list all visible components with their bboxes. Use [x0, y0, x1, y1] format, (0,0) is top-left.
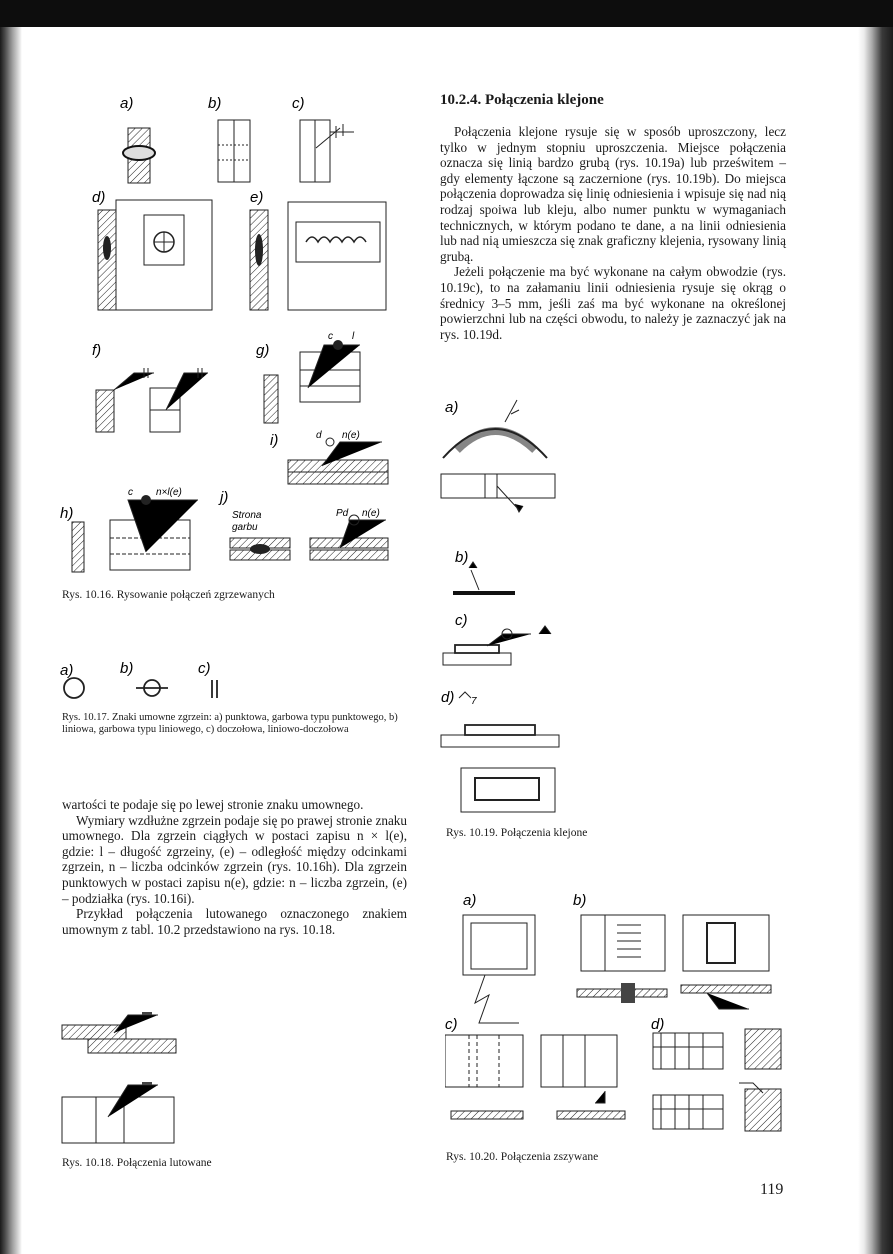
- fig16-label-a: a): [120, 95, 134, 112]
- fig16-j-note-2: garbu: [232, 522, 258, 533]
- fig20-label-a: a): [463, 892, 477, 909]
- figure-10-19: [435, 390, 585, 820]
- page-number: 119: [760, 1181, 784, 1198]
- fig16-label-c: c): [292, 95, 305, 112]
- right-paragraph-1: Połączenia klejone rysuje się w sposób uproszczony, lecz tylko w jednym stopniu uproszczenia. Miejsce połączenia oznacza się linią bardzo grubą (rys. 10.19a) lub prześwitem – gdy elementy łączone są zaczernione (rys. 10.19b). Do miejsca połączenia doprowadza się linię odniesienia i wpisuje się nad nią rodzaj spoiwa lub kleju, albo numer punktu w wymaganiach technicznych, w którym podano te dane, a na linii odniesienia lub nad nią umieszcza się znak graficzny klejenia, rysowany linią grubą.: [440, 124, 786, 264]
- fig17-label-b: b): [120, 660, 134, 677]
- fig19-label-a: a): [445, 399, 459, 416]
- fig19-label-d: d): [441, 689, 455, 706]
- scan-top-border: [0, 0, 893, 27]
- figure-10-20: [445, 883, 795, 1143]
- caption-fig-10-17: Rys. 10.17. Znaki umowne zgrzein: a) punktowa, garbowa typu punktowego, b) liniowa, garbowa typu liniowego, c) doczołowa, liniowo-doczołowa: [62, 712, 398, 735]
- scan-left-edge: [0, 27, 22, 1254]
- fig16-label-e: e): [250, 189, 264, 206]
- figure-10-17: [60, 655, 300, 707]
- fig16-label-b: b): [208, 95, 222, 112]
- fig17-label-a: a): [60, 662, 74, 679]
- fig16-h-spec: n×l(e): [156, 487, 182, 498]
- caption-fig-10-16: Rys. 10.16. Rysowanie połączeń zgrzewanych: [62, 589, 275, 601]
- fig20-label-d: d): [651, 1016, 665, 1033]
- fig16-j-symbol: Pd: [336, 508, 349, 519]
- fig16-label-f: f): [92, 342, 102, 359]
- fig17-label-c: c): [198, 660, 211, 677]
- scan-right-edge: [858, 27, 893, 1254]
- figure-10-18: [60, 1005, 200, 1150]
- fig16-i-symbol: d: [316, 430, 322, 441]
- fig19-label-c: c): [455, 612, 468, 629]
- fig19-label-b: b): [455, 549, 469, 566]
- caption-fig-10-20: Rys. 10.20. Połączenia zszywane: [446, 1151, 599, 1163]
- fig16-h-symbol: c: [128, 487, 133, 498]
- fig16-j-note-1: Strona: [232, 510, 262, 521]
- fig16-label-d: d): [92, 189, 106, 206]
- fig20-label-c: c): [445, 1016, 458, 1033]
- fig16-label-i: i): [270, 432, 279, 449]
- caption-fig-10-19: Rys. 10.19. Połączenia klejone: [446, 827, 588, 839]
- fig16-g-length: l: [352, 331, 355, 342]
- fig16-label-j: j): [220, 489, 229, 506]
- caption-fig-10-18: Rys. 10.18. Połączenia lutowane: [62, 1157, 212, 1169]
- left-body-text: [62, 797, 407, 937]
- right-body-text: [440, 124, 786, 342]
- figure-10-16: [60, 90, 410, 590]
- fig19-d-note: 7: [471, 696, 477, 707]
- fig16-g-symbol: c: [328, 331, 333, 342]
- fig16-label-h: h): [60, 505, 74, 522]
- left-paragraph-1: wartości te podaje się po lewej stronie znaku umownego.: [62, 797, 364, 812]
- fig16-j-spec: n(e): [362, 508, 380, 519]
- fig16-i-spec: n(e): [342, 430, 360, 441]
- fig20-label-b: b): [573, 892, 587, 909]
- left-paragraph-2: Wymiary wzdłużne zgrzein podaje się po prawej stronie znaku umownego. Dla zgrzein ciągłych w postaci zapisu n × l(e), gdzie: l – długość zgrzeiny, (e) – odległość między odcinkami zgrzein, n – liczba odcinków zgrzein (rys. 10.16h). Dla zgrzein punktowych w postaci zapisu n(e), gdzie: n – liczba zgrzein, (e) – podziałka (rys. 10.16i).: [62, 812, 407, 906]
- fig16-label-g: g): [256, 342, 270, 359]
- left-paragraph-3: Przykład połączenia lutowanego oznaczonego znakiem umownym z tabl. 10.2 przedstawiono na rys. 10.18.: [62, 906, 407, 937]
- section-heading: 10.2.4. Połączenia klejone: [440, 92, 604, 108]
- right-paragraph-2: Jeżeli połączenie ma być wykonane na całym obwodzie (rys. 10.19c), to na załamaniu linii odniesienia rysuje się okrąg o średnicy 3–5 mm, jeśli zaś ma być wykonane na określonej powierzchni lub na części obwodu, to należy je zaznaczyć jak na rys. 10.19d.: [440, 264, 786, 342]
